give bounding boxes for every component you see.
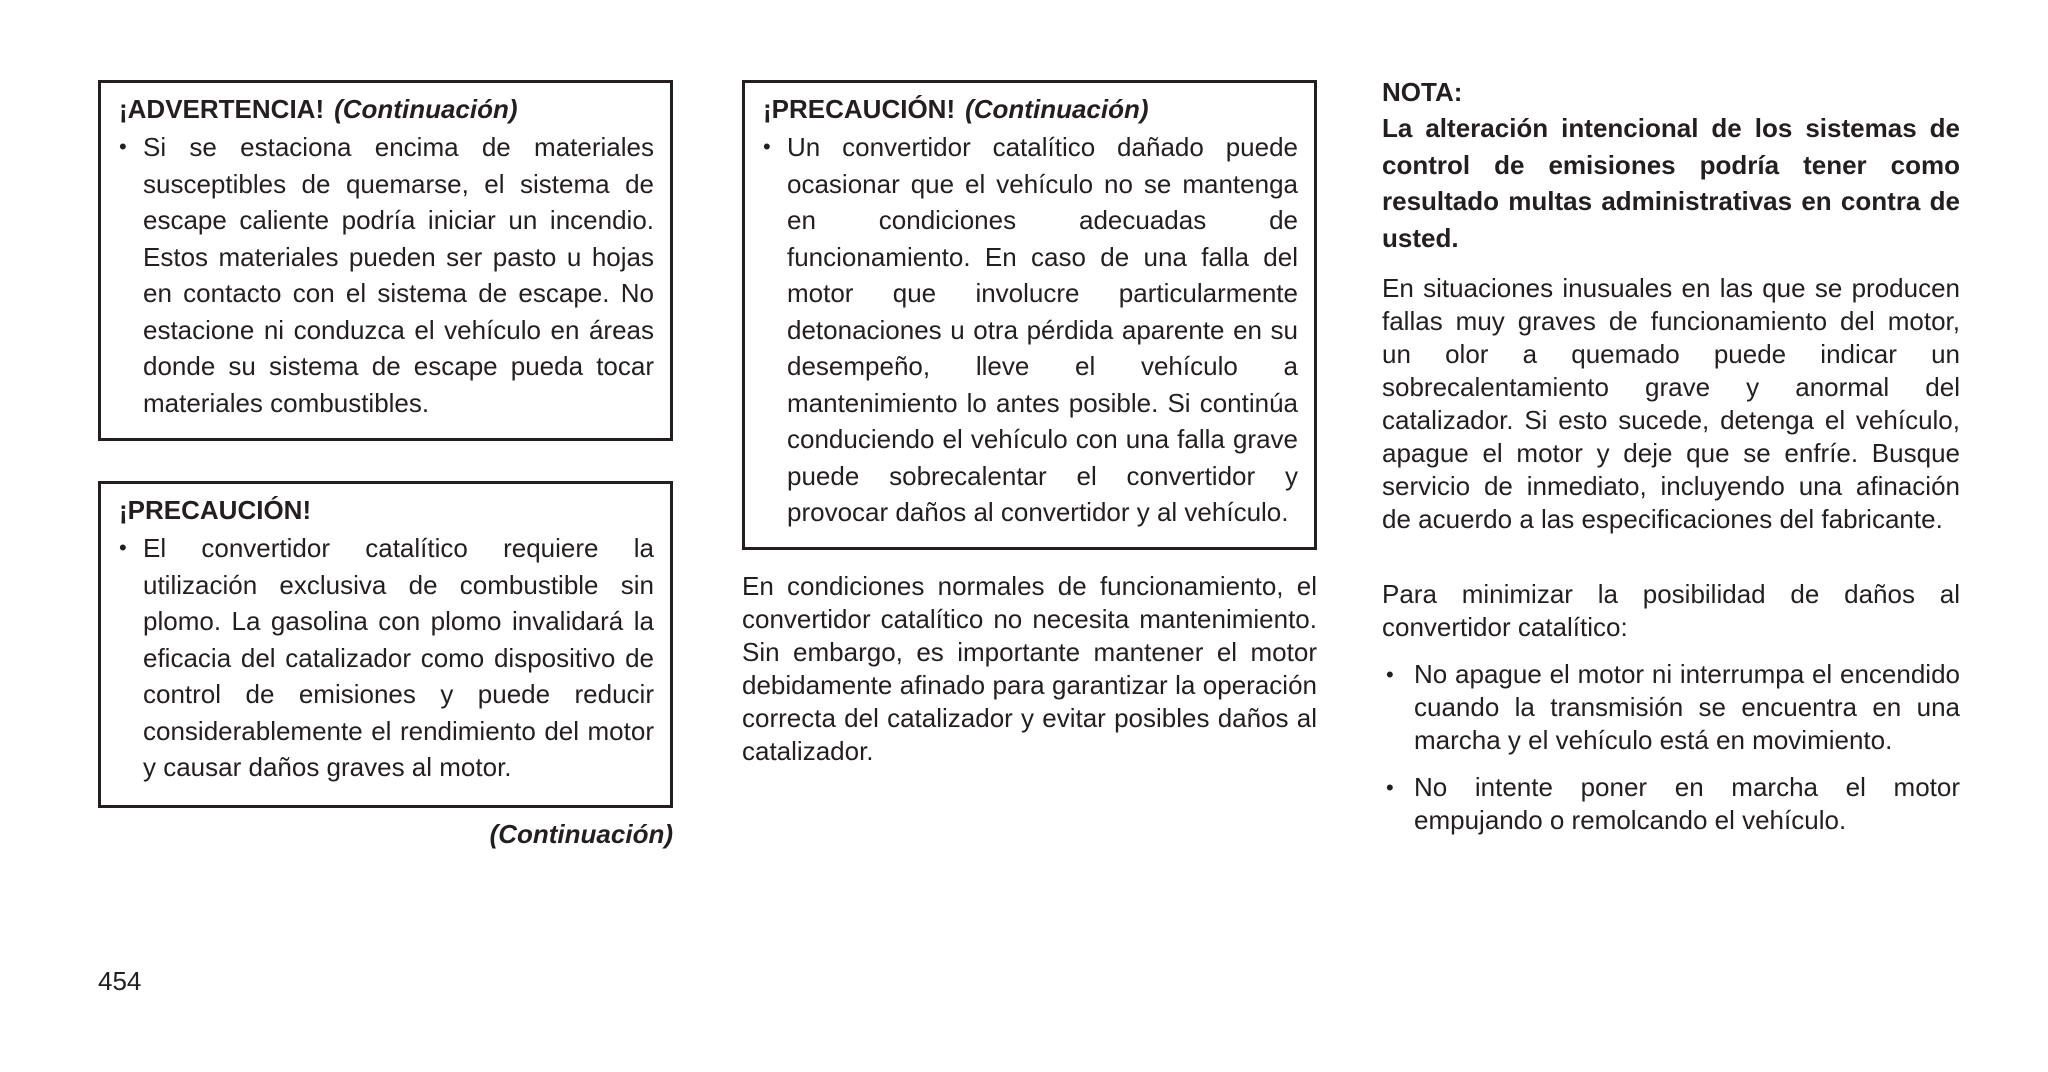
page-number: 454 [98, 966, 142, 996]
caution-continued-title [763, 91, 1298, 127]
warning-title [119, 91, 654, 127]
warning-box [98, 80, 673, 441]
caution-bullet-text: El convertidor catalítico requiere la utilización exclusiva de combustible sin plomo. La gasolina con plomo invalidará la eficacia del catalizador como dispositivo de control de emisiones y puede reducir considerablemente el rendimiento del motor y causar daños graves al motor. [143, 533, 654, 782]
precautions-list [1382, 658, 1960, 837]
warning-bullet [119, 129, 654, 421]
list-item [1382, 771, 1960, 837]
bullet-icon: • [1386, 662, 1394, 687]
minimize-damage-paragraph: Para minimizar la posibilidad de daños al convertidor catalítico: [1382, 579, 1960, 642]
caution-box-continued [742, 80, 1317, 550]
list-item-text: No apague el motor ni interrumpa el encendido cuando la transmisión se encuentra en una marcha y el vehículo está en movimiento. [1414, 659, 1960, 755]
caution-continued-heading: ¡PRECAUCIÓN! [763, 94, 956, 124]
note-text: La alteración intencional de los sistemas de control de emisiones podría tener como resultado multas administrativas en contra de usted. [1382, 113, 1960, 253]
bullet-icon: • [1386, 775, 1394, 800]
list-item-text: No intente poner en marcha el motor empujando o remolcando el vehículo. [1414, 772, 1960, 835]
bullet-icon: • [763, 134, 771, 159]
warning-heading: ¡ADVERTENCIA! [119, 94, 325, 124]
warning-bullet-text: Si se estaciona encima de materiales susceptibles de quemarse, el sistema de escape caliente podría iniciar un incendio. Estos materiales pueden ser pasto u hojas en contacto con el sistema de escape. No estacione ni conduzca el vehículo en áreas donde su sistema de escape pueda tocar materiales combustibles. [143, 132, 654, 418]
warning-continued: (Continuación) [334, 94, 518, 124]
caution-title [119, 492, 654, 528]
continued-label: (Continuación) [489, 819, 673, 849]
caution-heading: ¡PRECAUCIÓN! [119, 495, 312, 525]
caution-continued-bullet-text: Un convertidor catalítico dañado puede ocasionar que el vehículo no se mantenga en condiciones adecuadas de funcionamiento. En caso de una falla del motor que involucre particularmente detonaciones u otra pérdida aparente en su desempeño, lleve el vehículo a mantenimiento lo antes posible. Si continúa conduciendo el vehículo con una falla grave puede sobrecalentar el convertidor y provocar daños al convertidor y al vehículo. [787, 132, 1298, 527]
caution-continued-label: (Continuación) [965, 94, 1149, 124]
caution-box [98, 481, 673, 808]
bullet-icon: • [119, 535, 127, 560]
unusual-situations-paragraph: En situaciones inusuales en las que se producen fallas muy graves de funcionamiento del motor, un olor a quemado puede indicar un sobrecalentamiento grave y anormal del catalizador. Si esto sucede, detenga el vehículo, apague el motor y deje que se enfríe. Busque servicio de inmediato, incluyendo una afinación de acuerdo a las especificaciones del fabricante. [1382, 273, 1960, 534]
caution-continued-bullet [763, 129, 1298, 531]
bullet-icon: • [119, 134, 127, 159]
note-label: NOTA: [1382, 77, 1463, 107]
maintenance-paragraph: En condiciones normales de funcionamiento, el convertidor catalítico no necesita mantenimiento. Sin embargo, es importante mantener el motor debidamente afinado para garantizar la operación correcta del catalizador y evitar posibles daños al catalizador. [742, 571, 1317, 766]
caution-bullet [119, 530, 654, 786]
list-item [1382, 658, 1960, 757]
